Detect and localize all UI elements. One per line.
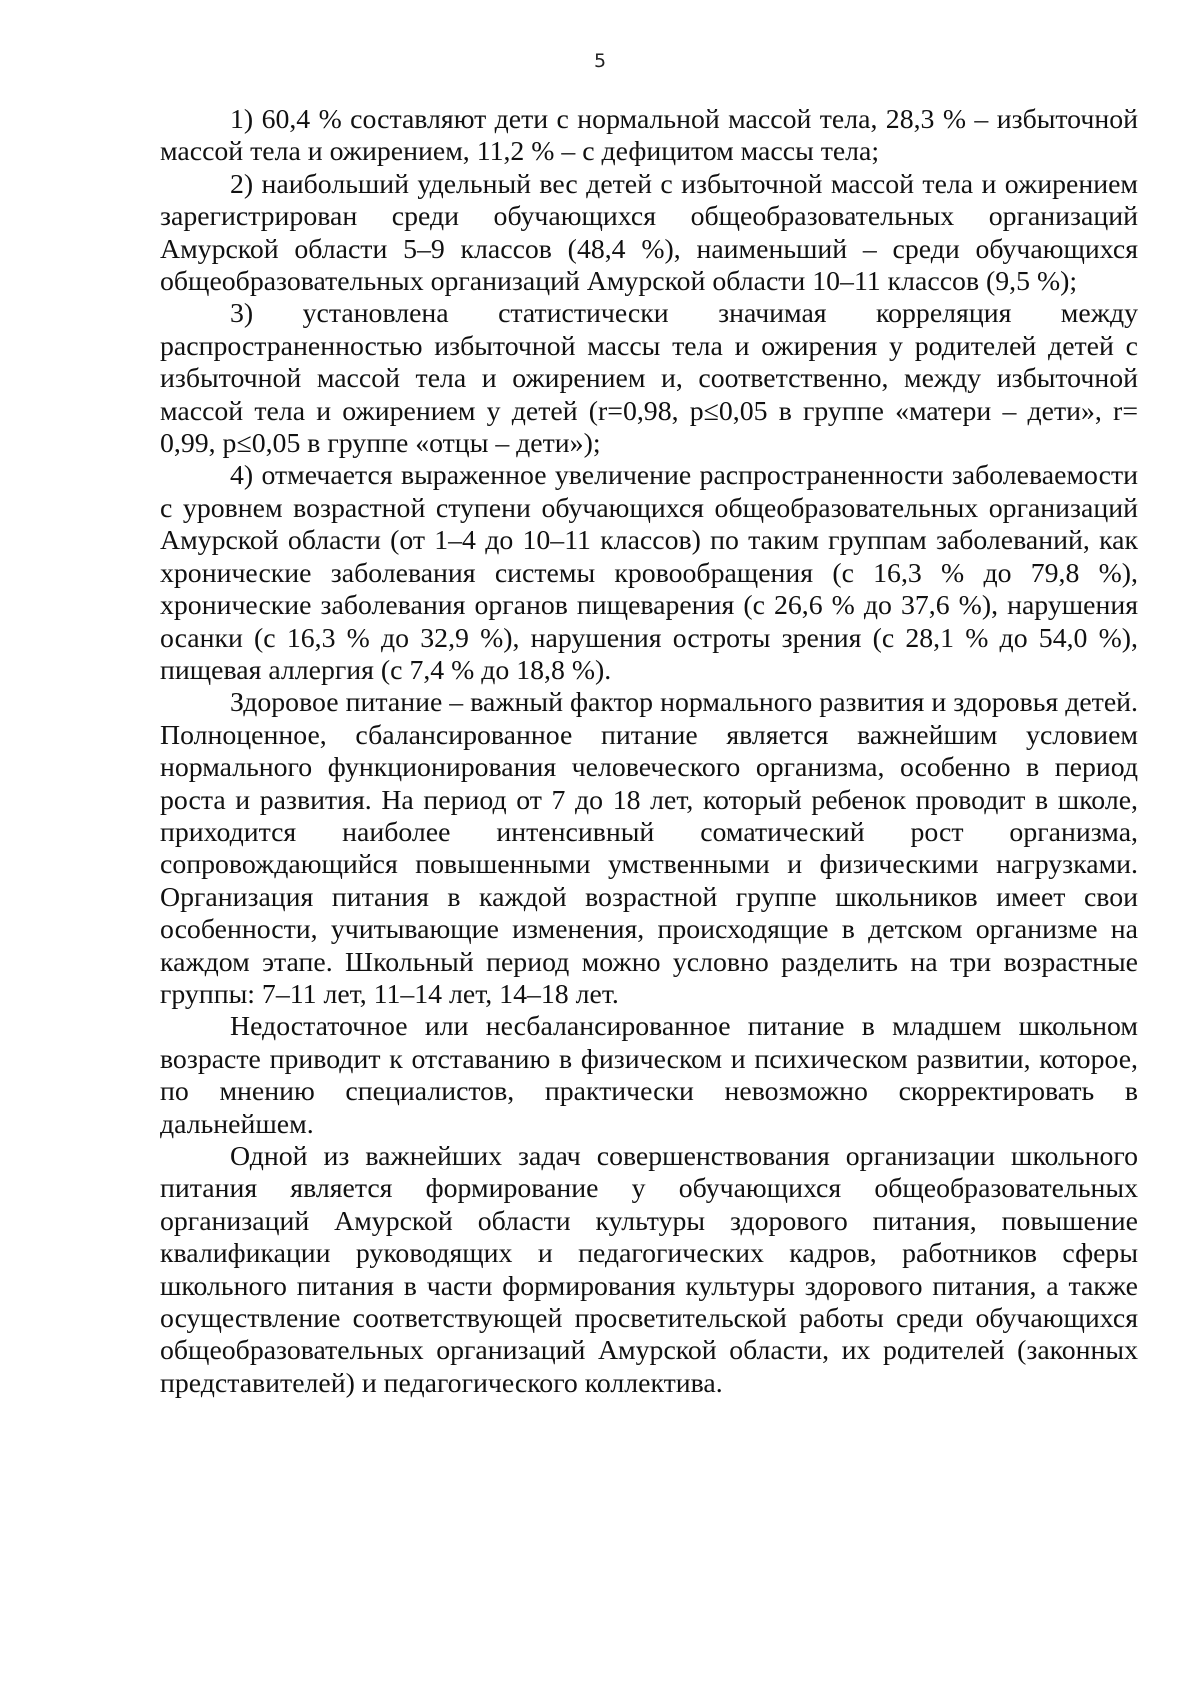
- paragraph-insufficient-nutrition: Недостаточное или несбалансированное питание в младшем школьном возрасте приводит к отставанию в физическом и психическом развитии, которое, по мнению специалистов, практически невозможно скорректировать в дальнейшем.: [160, 1011, 1138, 1140]
- list-item-2: 2) наибольший удельный вес детей с избыточной массой тела и ожирением зарегистрирован среди обучающихся общеобразовательных организаций Амурской области 5–9 классов (48,4 %), наименьший – среди обучающихся общеобразовательных организаций Амурской области 10–11 классов (9,5 %);: [160, 168, 1138, 298]
- paragraph-school-nutrition-tasks: Одной из важнейших задач совершенствования организации школьного питания является формирование у обучающихся общеобразовательных организаций Амурской области культуры здорового питания, повышение квалификации руководящих и педагогических кадров, работников сферы школьного питания в части формирования культуры здорового питания, а также осуществление соответствующей просветительской работы среди обучающихся общеобразовательных организаций Амурской области, их родителей (законных представителей) и педагогического коллектива.: [160, 1141, 1138, 1399]
- paragraph-healthy-nutrition: Здоровое питание – важный фактор нормального развития и здоровья детей. Полноценное, сбалансированное питание является важнейшим условием нормального функционирования человеческого организма, особенно в период роста и развития. На период от 7 до 18 лет, который ребенок проводит в школе, приходится наиболее интенсивный соматический рост организма, сопровождающийся повышенными умственными и физическими нагрузками. Организация питания в каждой возрастной группе школьников имеет свои особенности, учитывающие изменения, происходящие в детском организме на каждом этапе. Школьный период можно условно разделить на три возрастные группы: 7–11 лет, 11–14 лет, 14–18 лет.: [160, 687, 1138, 1010]
- document-body: [160, 104, 1138, 1400]
- list-item-1: 1) 60,4 % составляют дети с нормальной массой тела, 28,3 % – избыточной массой тела и ожирением, 11,2 % – с дефицитом массы тела;: [160, 104, 1138, 168]
- list-item-3: 3) установлена статистически значимая корреляция между распространенностью избыточной массы тела и ожирения у родителей детей с избыточной массой тела и ожирением и, соответственно, между избыточной массой тела и ожирением у детей (r=0,98, p≤0,05 в группе «матери – дети», r= 0,99, p≤0,05 в группе «отцы – дети»);: [160, 298, 1138, 460]
- list-item-4: 4) отмечается выраженное увеличение распространенности заболеваемости с уровнем возрастной ступени обучающихся общеобразовательных организаций Амурской области (от 1–4 до 10–11 классов) по таким группам заболеваний, как хронические заболевания системы кровообращения (с 16,3 % до 79,8 %), хронические заболевания органов пищеварения (с 26,6 % до 37,6 %), нарушения осанки (с 16,3 % до 32,9 %), нарушения остроты зрения (с 28,1 % до 54,0 %), пищевая аллергия (с 7,4 % до 18,8 %).: [160, 460, 1138, 686]
- page-number: 5: [593, 50, 607, 72]
